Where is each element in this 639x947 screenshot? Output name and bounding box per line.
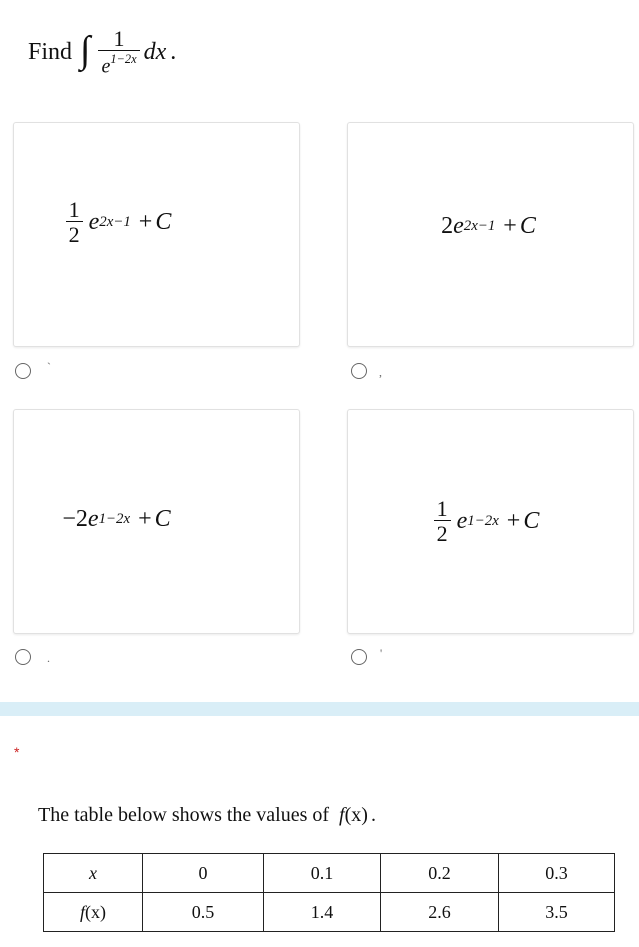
- option-a-coefficient: [66, 199, 83, 246]
- f-value-4: 3.5: [499, 893, 615, 932]
- question-1-prompt: [28, 28, 176, 76]
- option-d-exponent: 1−2x: [467, 513, 499, 529]
- option-a-mark: `: [47, 360, 51, 374]
- option-a-card[interactable]: [13, 122, 300, 347]
- option-b-radio[interactable]: [351, 363, 367, 379]
- table-row-f: [44, 893, 615, 932]
- header-x: x: [44, 854, 143, 893]
- option-c-coefficient: −2: [62, 506, 88, 532]
- option-d-coef-denominator: 2: [434, 520, 451, 545]
- option-b-exponent: 2x−1: [463, 218, 496, 234]
- option-c-base: e: [87, 506, 99, 532]
- f-value-1: 0.5: [143, 893, 264, 932]
- question-divider: [0, 702, 639, 716]
- option-b-plus: +: [503, 213, 517, 239]
- f-value-2: 1.4: [264, 893, 381, 932]
- table-row-x: [44, 854, 615, 893]
- header-f: [44, 893, 143, 932]
- option-d-card[interactable]: [347, 409, 634, 634]
- integrand-base: e: [101, 55, 111, 78]
- option-b-constant: C: [519, 213, 536, 239]
- integrand-fraction: [98, 28, 139, 76]
- option-d-base: e: [456, 508, 468, 534]
- x-value-1: 0: [143, 854, 264, 893]
- f-value-3: 2.6: [381, 893, 499, 932]
- option-d-expression: [430, 498, 540, 545]
- option-d-radio[interactable]: [351, 649, 367, 665]
- option-a-constant: C: [155, 209, 172, 235]
- option-b-coefficient: 2: [441, 213, 454, 239]
- option-a-radio[interactable]: [15, 363, 31, 379]
- option-d-constant: C: [523, 508, 540, 534]
- header-f-arg: (x): [85, 901, 106, 922]
- x-value-4: 0.3: [499, 854, 615, 893]
- option-a-base: e: [88, 209, 100, 235]
- integrand-numerator: 1: [113, 26, 125, 51]
- option-c-radio[interactable]: [15, 649, 31, 665]
- option-d-coefficient: [434, 498, 451, 545]
- option-c-expression: [62, 506, 170, 533]
- integrand-denominator: [98, 50, 139, 76]
- header-f-name: f: [79, 901, 85, 922]
- option-b-expression: [441, 213, 536, 240]
- x-value-3: 0.2: [381, 854, 499, 893]
- option-c-constant: C: [154, 506, 171, 532]
- option-d-plus: +: [506, 508, 521, 534]
- option-a-exponent: 2x−1: [99, 214, 131, 230]
- question-2-period: .: [370, 804, 376, 826]
- question-2-argument: (x): [344, 804, 368, 826]
- option-d-coef-numerator: 1: [436, 496, 448, 521]
- differential: dx: [143, 38, 167, 65]
- question-1-find-label: Find: [28, 38, 73, 65]
- question-2-function: f: [339, 804, 345, 826]
- option-c-plus: +: [138, 506, 152, 532]
- x-value-2: 0.1: [264, 854, 381, 893]
- option-c-card[interactable]: [13, 409, 300, 634]
- option-a-plus: +: [138, 209, 153, 235]
- option-c-mark: .: [47, 651, 50, 665]
- option-a-expression: [62, 199, 172, 246]
- option-d-mark: ': [380, 646, 383, 660]
- question-1-period: .: [170, 38, 177, 65]
- integrand-exponent: 1−2x: [110, 52, 137, 66]
- question-2-prompt: [38, 804, 376, 827]
- function-values-table: [43, 853, 615, 932]
- option-c-exponent: 1−2x: [98, 511, 131, 527]
- option-b-card[interactable]: [347, 122, 634, 347]
- question-2-text: The table below shows the values of: [38, 804, 330, 826]
- option-b-mark: ,: [379, 365, 382, 379]
- option-a-coef-denominator: 2: [66, 221, 83, 246]
- integral-sign: ∫: [80, 29, 91, 72]
- required-asterisk: *: [14, 744, 20, 760]
- option-a-coef-numerator: 1: [68, 197, 80, 222]
- option-b-base: e: [453, 213, 464, 239]
